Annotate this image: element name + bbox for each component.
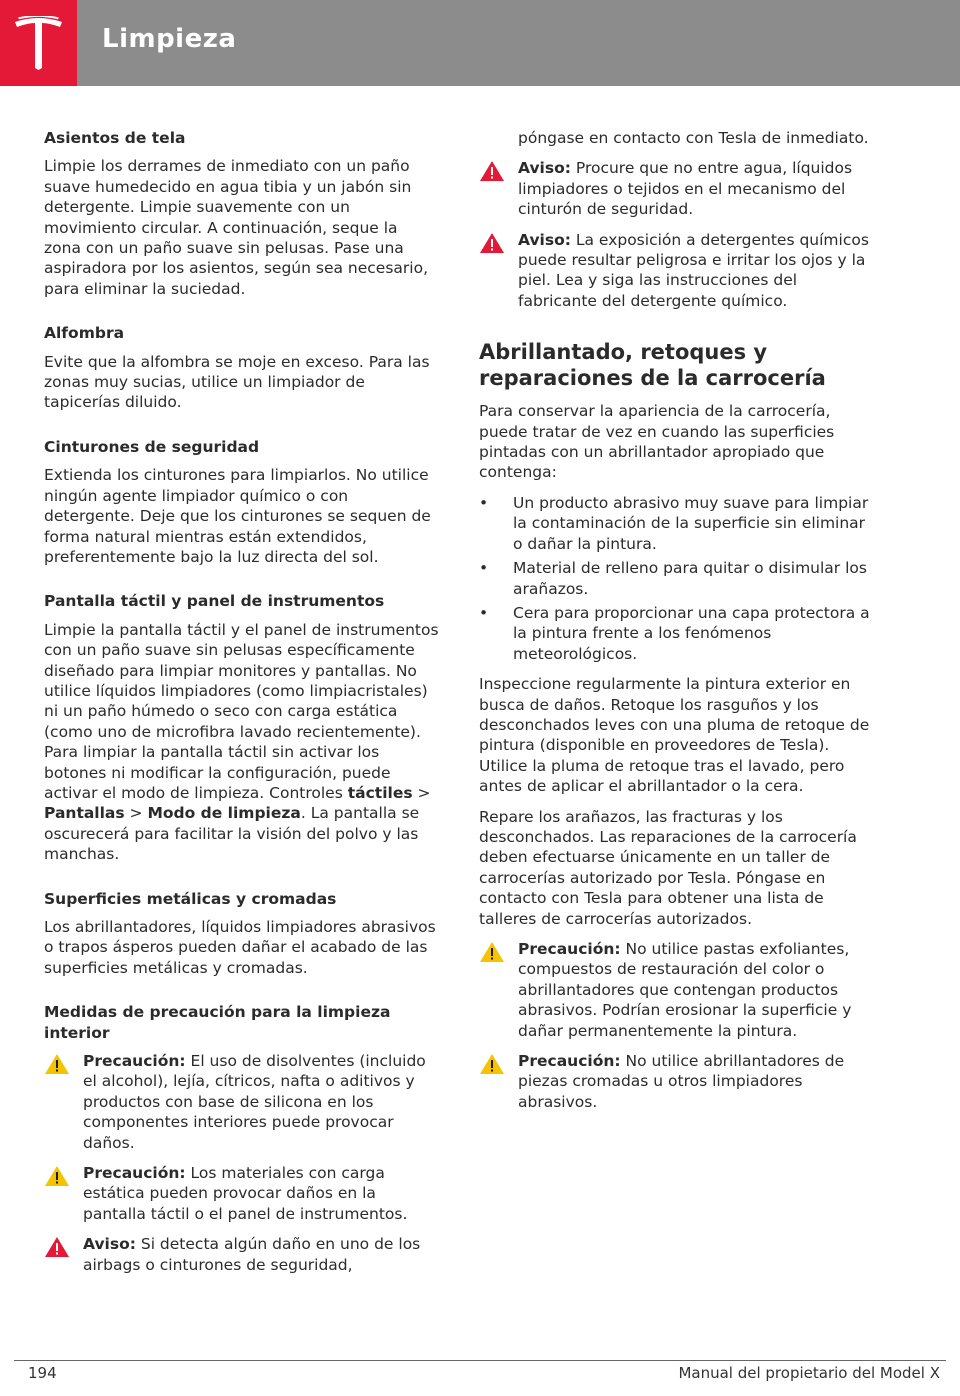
path-separator: > [124,804,148,823]
list-item [479,603,879,664]
bullet-list [479,493,879,664]
caution-note [44,1163,439,1224]
tesla-logo [0,0,77,86]
menu-path-clean-mode: Modo de limpieza [147,804,301,823]
section-body: Limpie los derrames de inmediato con un paño suave humedecido en agua tibia y un jabón sin detergente. Limpie suavemente con un movimiento circular. A continuación, seque la zona con un paño suave sin pelusas. Pase una aspiradora por los asientos, según sea necesario, para eliminar la suciedad. [44,157,428,298]
footer-manual-title: Manual del propietario del Model X [678,1364,940,1382]
warning-triangle-icon [44,1236,70,1258]
note-text: Si detecta algún daño en uno de los airbags o cinturones de seguridad, [83,1235,421,1274]
note-label: Aviso: [518,230,571,249]
bullet-icon: • [479,603,489,622]
list-item-text: Material de relleno para quitar o disimular los arañazos. [513,559,867,598]
section-title: Superficies metálicas y cromadas [44,889,337,908]
section-title: Medidas de precaución para la limpieza interior [44,1003,391,1042]
caution-note [44,1051,439,1153]
section-touchscreen [44,591,439,864]
note-text: Los materiales con carga estática pueden provocar daños en la pantalla táctil o el panel de instrumentos. [83,1164,408,1223]
right-column [479,128,879,1122]
note-label: Precaución: [83,1052,186,1071]
paragraph: Inspeccione regularmente la pintura exterior en busca de daños. Retoque los rasguños y los desconchados leves con una pluma de retoque de pintura (disponible en proveedores de Tesla). Utilice la pluma de retoque tras el lavado, pero antes de aplicar el abrillantador o la cera. [479,675,870,796]
caution-triangle-icon [44,1165,70,1187]
page-title: Limpieza [102,24,237,54]
footer-divider [14,1360,946,1361]
caution-triangle-icon [479,941,505,963]
section-title: Pantalla táctil y panel de instrumentos [44,592,385,611]
warning-note [479,230,879,312]
list-item [479,558,879,599]
warning-continuation: póngase en contacto con Tesla de inmediato. [518,129,869,147]
section-seat-belts [44,437,439,567]
menu-path-controls: táctiles [347,783,413,802]
paragraph: Repare los arañazos, las fracturas y los desconchados. Las reparaciones de la carrocería deben efectuarse únicamente en un taller de carrocerías autorizado por Tesla. Póngase en contacto con Tesla para obtener una lista de talleres de carrocerías autorizados. [479,807,857,928]
warning-triangle-icon [479,232,505,254]
caution-note [479,1051,879,1112]
bullet-icon: • [479,493,489,512]
section-body [44,620,439,865]
note-label: Aviso: [83,1235,136,1254]
menu-path-displays: Pantallas [44,804,125,823]
note-text: La exposición a detergentes químicos puede resultar peligrosa e irritar los ojos y la piel. Lea y siga las instrucciones del fabricante del detergente químico. [518,230,869,310]
section-metal-chrome [44,889,439,979]
section-fabric-seats [44,128,439,299]
section-body: Extienda los cinturones para limpiarlos. No utilice ningún agente limpiador químico o con detergente. Deje que los cinturones se sequen de forma natural mientras están extendidos, preferentemente bajo la luz directa del sol. [44,466,431,566]
note-text: Procure que no entre agua, líquidos limpiadores o tejidos en el mecanismo del cinturón de seguridad. [518,159,853,219]
caution-note [479,939,879,1041]
section-title: Alfombra [44,324,125,343]
body-text: Limpie la pantalla táctil y el panel de instrumentos con un paño suave sin pelusas específicamente diseñado para limpiar monitores y pantallas. No utilice líquidos limpiadores (como limpiacristales) ni un paño húmedo o seco con carga estática (como uno de microfibra lavado recientemente). Para limpiar la pantalla táctil sin activar los botones ni modificar la configuración, puede activar el modo de limpieza. Controles [44,620,439,802]
note-label: Aviso: [518,159,571,178]
path-separator: > [412,783,431,802]
list-item [479,493,879,554]
left-column [44,128,439,1285]
note-label: Precaución: [518,1052,621,1071]
page-header [0,0,960,86]
caution-triangle-icon [44,1053,70,1075]
list-item-text: Cera para proporcionar una capa protectora a la pintura frente a los fenómenos meteorológicos. [513,603,870,663]
note-text: No utilice abrillantadores de piezas cromadas u otros limpiadores abrasivos. [518,1052,845,1111]
note-text: No utilice pastas exfoliantes, compuestos de restauración del color o abrillantadores que contengan productos abrasivos. Podrían erosionar la superficie y dañar permanentemente la pintura. [518,940,852,1040]
section-interior-precautions [44,1002,439,1275]
tesla-logo-icon [13,16,64,70]
warning-triangle-icon [479,160,505,182]
note-text: El uso de disolventes (incluido el alcohol), lejía, cítricos, nafta o aditivos y productos con base de silicona en los componentes interiores puede provocar daños. [83,1052,426,1152]
warning-note [479,158,879,219]
section-body: Evite que la alfombra se moje en exceso. Para las zonas muy sucias, utilice un limpiador de tapicerías diluido. [44,352,430,412]
section-body: Los abrillantadores, líquidos limpiadores abrasivos o trapos ásperos pueden dañar el acabado de las superficies metálicas y cromadas. [44,918,436,977]
note-label: Precaución: [83,1164,186,1183]
body-text: . La pantalla se oscurecerá para facilitar la visión del polvo y las manchas. [44,804,420,864]
intro-paragraph: Para conservar la apariencia de la carrocería, puede tratar de vez en cuando las superficies pintadas con un abrillantador apropiado que contenga: [479,402,835,482]
list-item-text: Un producto abrasivo muy suave para limpiar la contaminación de la superficie sin eliminar o dañar la pintura. [513,493,869,553]
warning-note [44,1234,439,1275]
section-carpet [44,323,439,413]
section-title: Asientos de tela [44,129,186,147]
bullet-icon: • [479,559,489,578]
page-number: 194 [28,1364,57,1382]
section-heading: Abrillantado, retoques y reparaciones de la carrocería [479,340,826,391]
caution-triangle-icon [479,1053,505,1075]
section-title: Cinturones de seguridad [44,437,260,456]
note-label: Precaución: [518,940,621,958]
